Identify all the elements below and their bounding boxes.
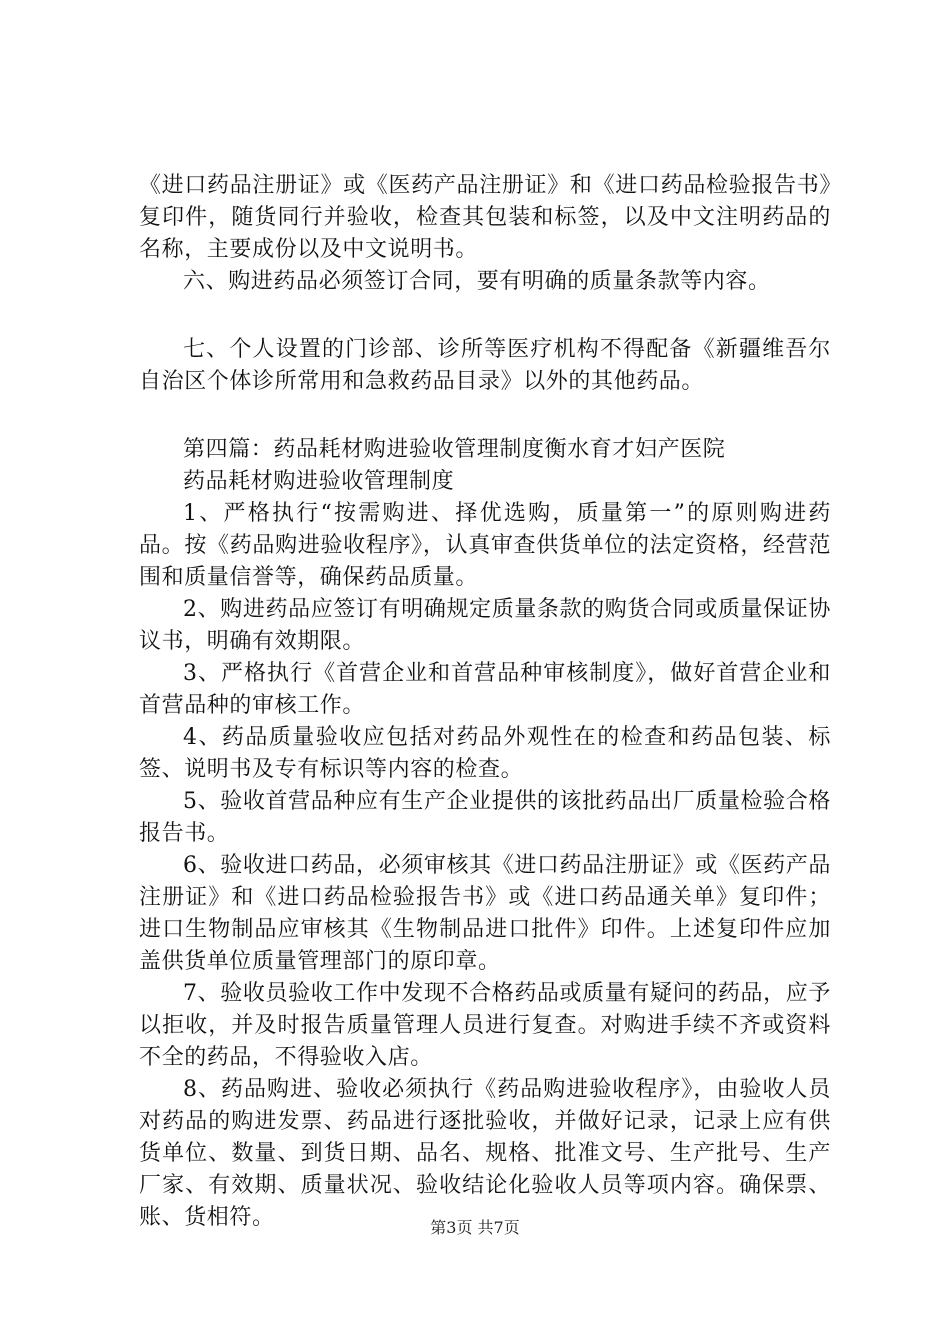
paragraph-item-seven: 七、个人设置的门诊部、诊所等医疗机构不得配备《新疆维吾尔自治区个体诊所常用和急救药品目录》以外的其他药品。	[139, 337, 831, 394]
rule-item-6: 6、验收进口药品，必须审核其《进口药品注册证》或《医药产品注册证》和《进口药品检验报告书》或《进口药品通关单》复印件；进口生物制品应审核其《生物制品进口批件》印件。上述复印件应加盖供货单位质量管理部门的原印章。	[139, 853, 831, 974]
rule-item-7: 7、验收员验收工作中发现不合格药品或质量有疑问的药品，应予以拒收，并及时报告质量管理人员进行复查。对购进手续不齐或资料不全的药品，不得验收入店。	[139, 981, 831, 1070]
paragraph-item-six: 六、购进药品必须签订合同，要有明确的质量条款等内容。	[183, 269, 771, 294]
rule-item-1: 1、严格执行“按需购进、择优选购，质量第一”的原则购进药品。按《药品购进验收程序》，认真审查供货单位的法定资格，经营范围和质量信誉等，确保药品质量。	[139, 501, 831, 590]
rule-item-4: 4、药品质量验收应包括对药品外观性在的检查和药品包装、标签、说明书及专有标识等内容的检查。	[139, 725, 831, 782]
rule-item-3: 3、严格执行《首营企业和首营品种审核制度》，做好首营企业和首营品种的审核工作。	[139, 661, 831, 718]
section-subtitle: 药品耗材购进验收管理制度	[183, 469, 455, 494]
rule-item-8: 8、药品购进、验收必须执行《药品购进验收程序》，由验收人员对药品的购进发票、药品进行逐批验收，并做好记录，记录上应有供货单位、数量、到货日期、品名、规格、批准文号、生产批号、生产厂家、有效期、质量状况、验收结论化验收人员等项内容。确保票、账、货相符。	[139, 1077, 831, 1230]
paragraph-continuation: 《进口药品注册证》或《医药产品注册证》和《进口药品检验报告书》复印件，随货同行并验收，检查其包装和标签，以及中文注明药品的名称，主要成份以及中文说明书。	[139, 173, 831, 262]
rule-item-5: 5、验收首营品种应有生产企业提供的该批药品出厂质量检验合格报告书。	[139, 789, 831, 846]
rule-item-2: 2、购进药品应签订有明确规定质量条款的购货合同或质量保证协议书，明确有效期限。	[139, 597, 831, 654]
document-body	[139, 170, 831, 1234]
page-footer: 第3页 共7页	[430, 1218, 520, 1237]
section-heading: 第四篇：药品耗材购进验收管理制度衡水育才妇产医院	[183, 437, 726, 462]
